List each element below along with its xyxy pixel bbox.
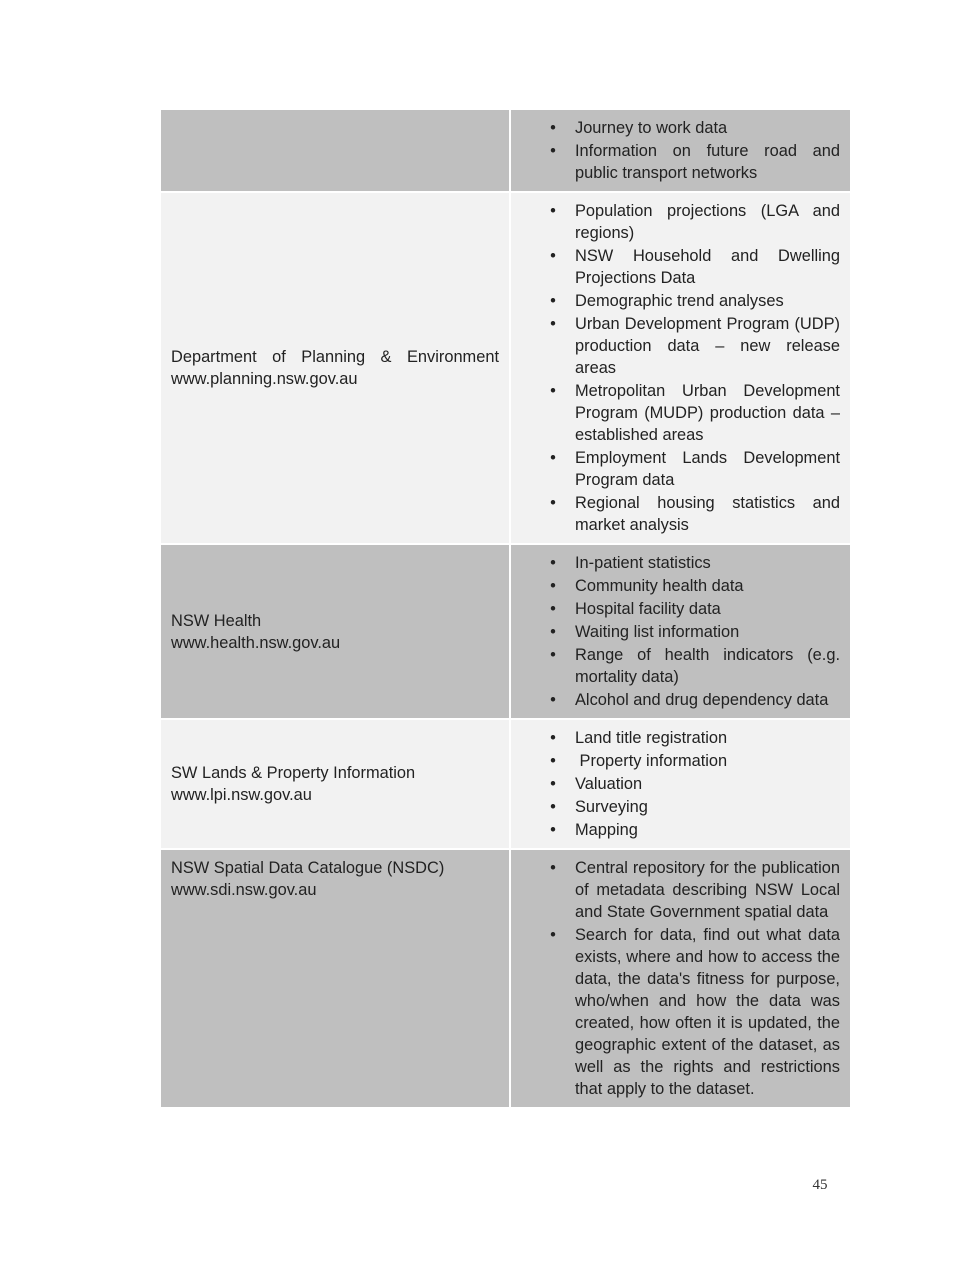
bullet-icon: •: [550, 926, 556, 944]
list-item: • Population projections (LGA and regions): [511, 200, 840, 244]
data-items-cell: [510, 109, 851, 192]
bullet-icon: •: [550, 798, 556, 816]
bullet-icon: •: [550, 577, 556, 595]
bullet-icon: •: [550, 494, 556, 512]
bullet-icon: •: [550, 752, 556, 770]
list-item: • Search for data, find out what data exists, where and how to access the data, the data's fitness for purpose, who/when and how the data was created, how often it is updated, the geographic extent of the dataset, as well as the rights and restrictions that apply to the dataset.: [511, 924, 840, 1100]
bullet-icon: •: [550, 554, 556, 572]
list-item: • Mapping: [511, 819, 840, 841]
data-items-list: [511, 857, 840, 1100]
bullet-icon: •: [550, 315, 556, 333]
organization-cell: [160, 849, 510, 1108]
bullet-icon: •: [550, 202, 556, 220]
data-items-cell: [510, 192, 851, 544]
organization-name: Department of Planning & Environment: [171, 348, 499, 366]
organization-url[interactable]: www.lpi.nsw.gov.au: [171, 786, 312, 804]
table-row: [160, 849, 851, 1108]
list-item: • Urban Development Program (UDP) production data – new release areas: [511, 313, 840, 379]
bullet-icon: •: [550, 382, 556, 400]
organization-cell: [160, 109, 510, 192]
list-item: • Community health data: [511, 575, 840, 597]
list-item: • NSW Household and Dwelling Projections Data: [511, 245, 840, 289]
table-row: [160, 109, 851, 192]
list-item: • Employment Lands Development Program data: [511, 447, 840, 491]
list-item: • Range of health indicators (e.g. mortality data): [511, 644, 840, 688]
bullet-icon: •: [550, 623, 556, 641]
bullet-icon: •: [550, 646, 556, 664]
list-item: • Metropolitan Urban Development Program (MUDP) production data – established areas: [511, 380, 840, 446]
organization-name: SW Lands & Property Information: [171, 764, 416, 782]
bullet-icon: •: [550, 600, 556, 618]
list-item: • Waiting list information: [511, 621, 840, 643]
list-item: • Information on future road and public transport networks: [511, 140, 840, 184]
data-items-list: [511, 200, 840, 536]
list-item: • Land title registration: [511, 727, 840, 749]
list-item: • Alcohol and drug dependency data: [511, 689, 840, 711]
table-row: [160, 544, 851, 719]
bullet-icon: •: [550, 821, 556, 839]
list-item: • Surveying: [511, 796, 840, 818]
data-items-cell: [510, 544, 851, 719]
data-items-cell: [510, 849, 851, 1108]
organization-url[interactable]: www.health.nsw.gov.au: [171, 633, 341, 652]
organization-cell: [160, 719, 510, 849]
bullet-icon: •: [550, 292, 556, 310]
list-item: • Regional housing statistics and market analysis: [511, 492, 840, 536]
bullet-icon: •: [550, 247, 556, 265]
data-items-list: [511, 727, 840, 841]
list-item: • Hospital facility data: [511, 598, 840, 620]
table-row: [160, 192, 851, 544]
organization-cell: [160, 192, 510, 544]
list-item: • Property information: [511, 750, 840, 772]
bullet-icon: •: [550, 729, 556, 747]
bullet-icon: •: [550, 859, 556, 877]
list-item: • In-patient statistics: [511, 552, 840, 574]
list-item: • Journey to work data: [511, 117, 840, 139]
list-item: • Demographic trend analyses: [511, 290, 840, 312]
bullet-icon: •: [550, 142, 556, 160]
organization-name: NSW Health: [171, 611, 262, 630]
data-items-list: [511, 552, 840, 711]
table-row: [160, 719, 851, 849]
bullet-icon: •: [550, 449, 556, 467]
list-item: • Central repository for the publication of metadata describing NSW Local and State Government spatial data: [511, 857, 840, 923]
bullet-icon: •: [550, 691, 556, 709]
organization-cell: [160, 544, 510, 719]
organization-url[interactable]: www.planning.nsw.gov.au: [171, 370, 358, 388]
data-items-cell: [510, 719, 851, 849]
list-item: • Valuation: [511, 773, 840, 795]
page-number: 45: [812, 1177, 828, 1193]
bullet-icon: •: [550, 775, 556, 793]
bullet-icon: •: [550, 119, 556, 137]
data-items-list: [511, 117, 840, 184]
organization-url[interactable]: www.sdi.nsw.gov.au: [171, 881, 317, 899]
data-sources-table: [159, 108, 852, 1109]
organization-name: NSW Spatial Data Catalogue (NSDC): [171, 859, 445, 877]
